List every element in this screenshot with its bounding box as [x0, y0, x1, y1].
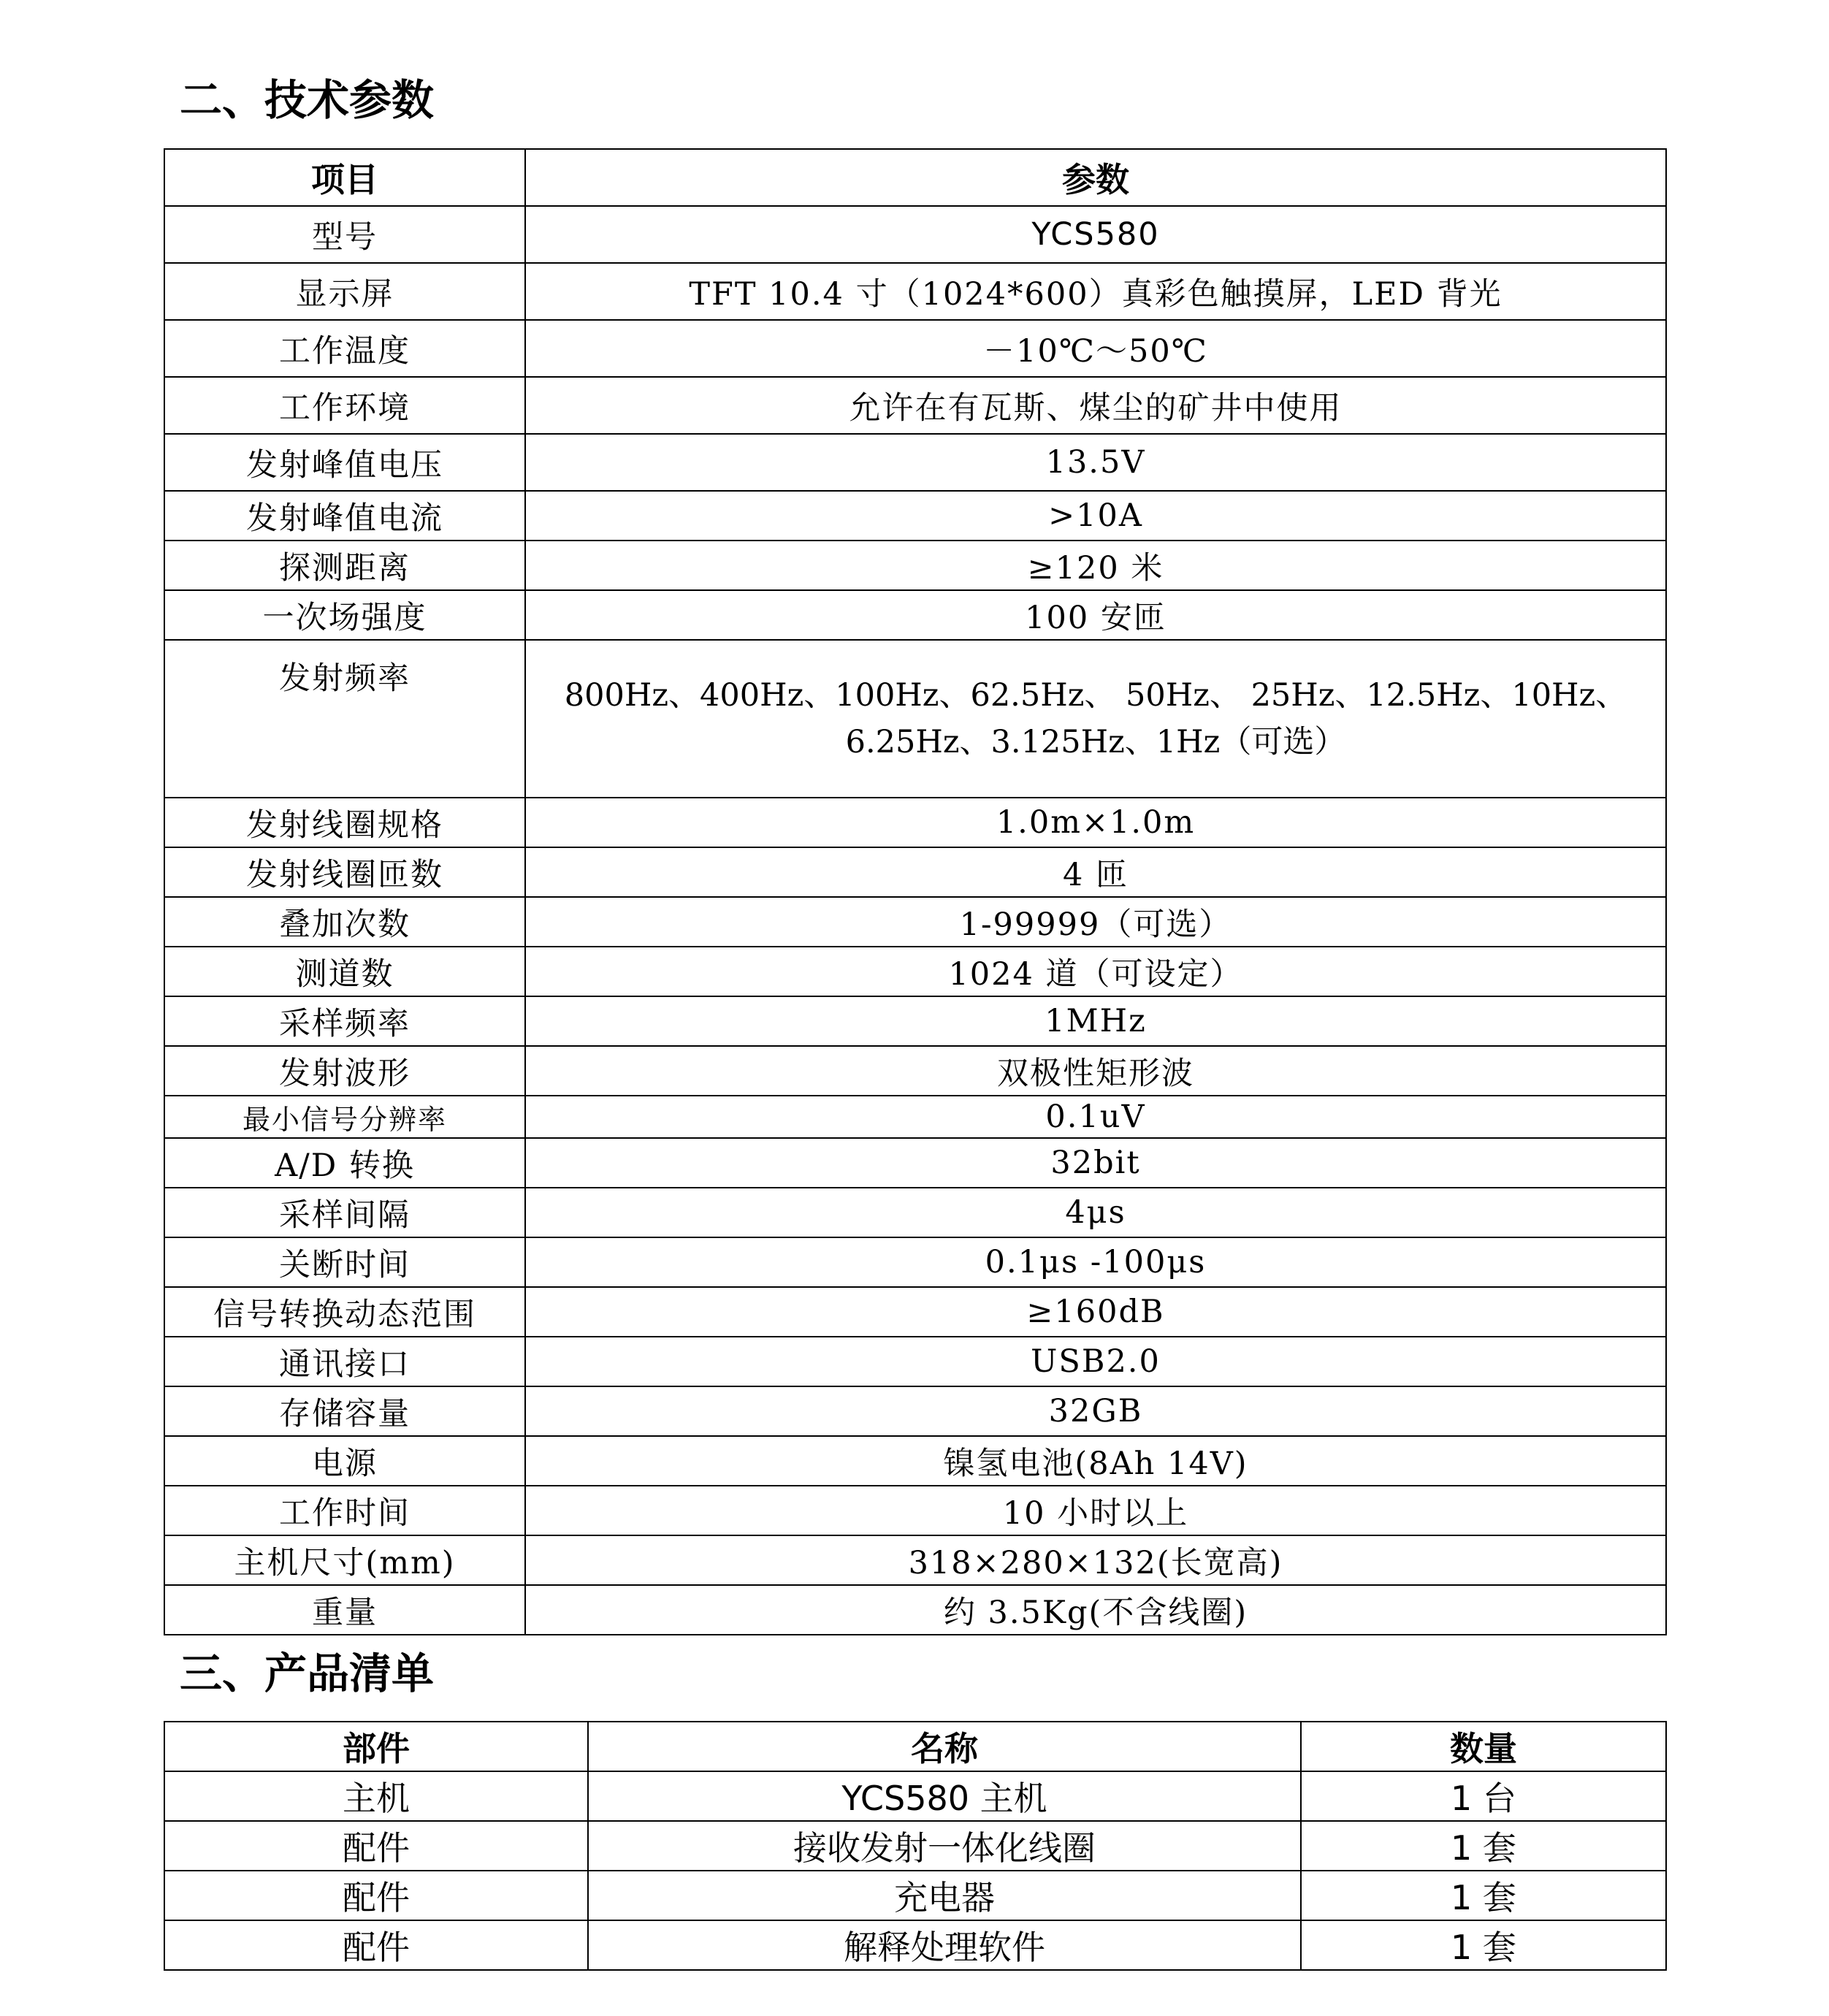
column-header-item: 项目	[164, 149, 525, 206]
column-header-quantity: 数量	[1301, 1722, 1666, 1771]
param-value: 13.5V	[525, 434, 1666, 491]
product-list-table	[164, 1721, 1667, 1971]
param-name: 电源	[164, 1436, 525, 1486]
param-value: 4 匝	[525, 847, 1666, 897]
table-row	[164, 1821, 1666, 1871]
column-header-part: 部件	[164, 1722, 588, 1771]
param-name: 发射峰值电压	[164, 434, 525, 491]
param-value: 1MHz	[525, 996, 1666, 1046]
table-row	[164, 541, 1666, 590]
param-value: －10℃～50℃	[525, 320, 1666, 377]
param-value: >10A	[525, 491, 1666, 541]
param-value: 约 3.5Kg(不含线圈)	[525, 1585, 1666, 1635]
param-name: 一次场强度	[164, 590, 525, 640]
column-header-param: 参数	[525, 149, 1666, 206]
quantity-cell: 1 台	[1301, 1771, 1666, 1821]
table-row	[164, 1436, 1666, 1486]
tech-params-table	[164, 148, 1667, 1635]
table-row	[164, 1138, 1666, 1188]
param-value: 1-99999（可选）	[525, 897, 1666, 947]
table-row	[164, 1237, 1666, 1287]
quantity-cell: 1 套	[1301, 1871, 1666, 1920]
param-name: 最小信号分辨率	[164, 1096, 525, 1138]
table-row	[164, 1386, 1666, 1436]
param-name: 探测距离	[164, 541, 525, 590]
param-value: 32bit	[525, 1138, 1666, 1188]
param-name: 存储容量	[164, 1386, 525, 1436]
table-row	[164, 1287, 1666, 1337]
param-value: 100 安匝	[525, 590, 1666, 640]
param-value: ≥160dB	[525, 1287, 1666, 1337]
table-row	[164, 1920, 1666, 1970]
param-name: 显示屏	[164, 263, 525, 320]
table-row	[164, 1771, 1666, 1821]
param-value: 10 小时以上	[525, 1486, 1666, 1535]
table-row	[164, 320, 1666, 377]
table-row	[164, 1486, 1666, 1535]
table-row	[164, 263, 1666, 320]
table-row	[164, 434, 1666, 491]
param-name: 发射峰值电流	[164, 491, 525, 541]
table-row	[164, 590, 1666, 640]
param-name: 工作环境	[164, 377, 525, 434]
table-row	[164, 1337, 1666, 1386]
param-value: 1024 道（可设定）	[525, 947, 1666, 996]
name-cell: 解释处理软件	[588, 1920, 1301, 1970]
section-heading-product-list: 三、产品清单	[180, 1649, 435, 1698]
quantity-cell: 1 套	[1301, 1821, 1666, 1871]
part-cell: 配件	[164, 1920, 588, 1970]
param-name: 关断时间	[164, 1237, 525, 1287]
table-row	[164, 947, 1666, 996]
table-row	[164, 1535, 1666, 1585]
section-heading-params: 二、技术参数	[180, 75, 435, 125]
param-name: 主机尺寸(mm)	[164, 1535, 525, 1585]
table-row	[164, 847, 1666, 897]
param-name: 工作时间	[164, 1486, 525, 1535]
param-value: 双极性矩形波	[525, 1046, 1666, 1096]
table-row	[164, 996, 1666, 1046]
name-cell: 充电器	[588, 1871, 1301, 1920]
param-value: 0.1uV	[525, 1096, 1666, 1138]
table-row	[164, 377, 1666, 434]
param-value: TFT 10.4 寸（1024*600）真彩色触摸屏，LED 背光	[525, 263, 1666, 320]
param-name: 测道数	[164, 947, 525, 996]
param-value: 镍氢电池(8Ah 14V)	[525, 1436, 1666, 1486]
param-value: YCS580	[525, 206, 1666, 263]
table-row	[164, 491, 1666, 541]
param-value: 1.0m×1.0m	[525, 798, 1666, 847]
param-value: 0.1μs -100μs	[525, 1237, 1666, 1287]
table-header-row	[164, 149, 1666, 206]
param-name: 发射线圈匝数	[164, 847, 525, 897]
param-value: USB2.0	[525, 1337, 1666, 1386]
quantity-cell: 1 套	[1301, 1920, 1666, 1970]
param-name: 发射频率	[164, 640, 525, 798]
part-cell: 配件	[164, 1821, 588, 1871]
table-row	[164, 1096, 1666, 1138]
param-name: 通讯接口	[164, 1337, 525, 1386]
table-row	[164, 798, 1666, 847]
param-name: A/D 转换	[164, 1138, 525, 1188]
param-name: 发射线圈规格	[164, 798, 525, 847]
param-value: ≥120 米	[525, 541, 1666, 590]
table-row	[164, 1585, 1666, 1635]
table-header-row	[164, 1722, 1666, 1771]
name-cell: 接收发射一体化线圈	[588, 1821, 1301, 1871]
param-value: 允许在有瓦斯、煤尘的矿井中使用	[525, 377, 1666, 434]
table-row	[164, 206, 1666, 263]
param-name: 发射波形	[164, 1046, 525, 1096]
param-name: 型号	[164, 206, 525, 263]
param-name: 工作温度	[164, 320, 525, 377]
param-name: 采样频率	[164, 996, 525, 1046]
column-header-name: 名称	[588, 1722, 1301, 1771]
table-row	[164, 1188, 1666, 1237]
param-value: 318×280×132(长宽高)	[525, 1535, 1666, 1585]
table-row	[164, 1046, 1666, 1096]
part-cell: 主机	[164, 1771, 588, 1821]
table-row	[164, 640, 1666, 798]
param-name: 叠加次数	[164, 897, 525, 947]
param-name: 信号转换动态范围	[164, 1287, 525, 1337]
part-cell: 配件	[164, 1871, 588, 1920]
param-value: 4μs	[525, 1188, 1666, 1237]
param-value: 32GB	[525, 1386, 1666, 1436]
name-cell: YCS580 主机	[588, 1771, 1301, 1821]
table-row	[164, 1871, 1666, 1920]
param-name: 采样间隔	[164, 1188, 525, 1237]
param-value: 800Hz、400Hz、100Hz、62.5Hz、 50Hz、 25Hz、12.5Hz、10Hz、6.25Hz、3.125Hz、1Hz（可选）	[525, 640, 1666, 798]
param-name: 重量	[164, 1585, 525, 1635]
table-row	[164, 897, 1666, 947]
